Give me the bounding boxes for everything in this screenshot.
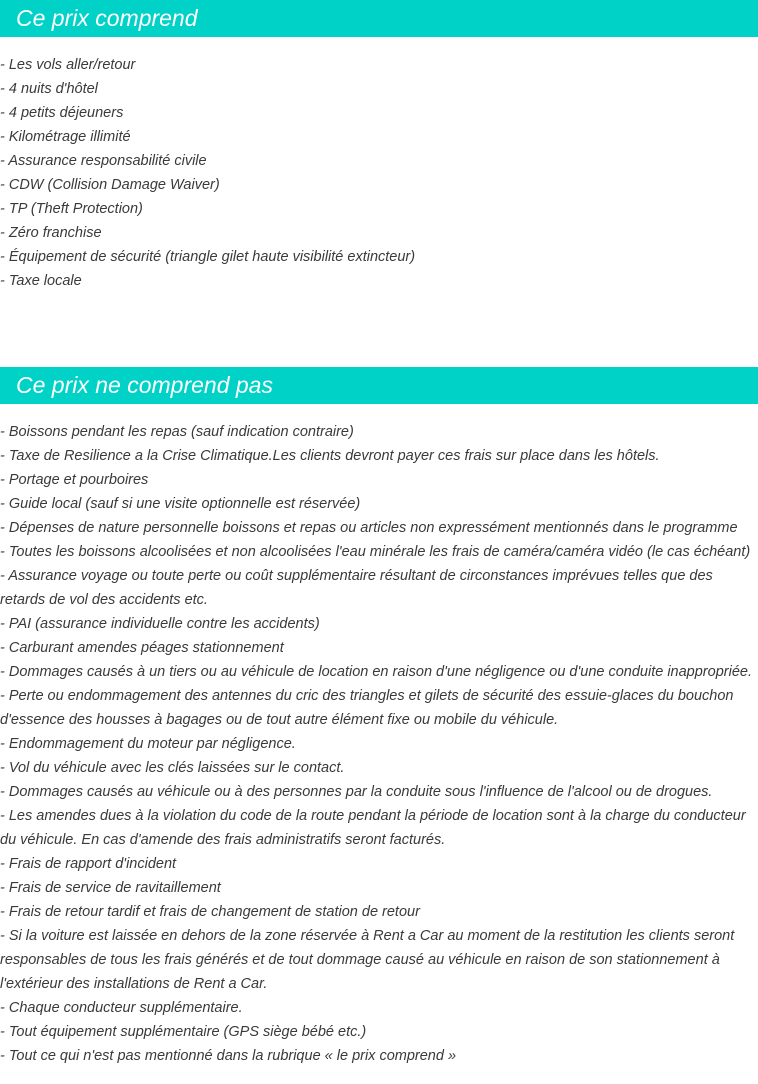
excluded-item: - Dommages causés à un tiers ou au véhicule de location en raison d'une négligence ou d'une conduite inappropriée.	[0, 664, 752, 680]
excluded-item: - Toutes les boissons alcoolisées et non alcoolisées l'eau minérale les frais de caméra/caméra vidéo (le cas échéant)	[0, 544, 751, 560]
included-item: - Kilométrage illimité	[0, 129, 131, 145]
excluded-item: - Perte ou endommagement des antennes du cric des triangles et gilets de sécurité des essuie-glaces du bouchon d'essence des housses à bagages ou de tout autre élément fixe ou mobile du véhicule.	[0, 688, 734, 728]
included-item: - 4 petits déjeuners	[0, 105, 124, 121]
excluded-item: - Les amendes dues à la violation du code de la route pendant la période de location sont à la charge du conducteur du véhicule. En cas d'amende des frais administratifs seront facturés.	[0, 808, 746, 848]
excluded-item: - Tout ce qui n'est pas mentionné dans la rubrique « le prix comprend »	[0, 1048, 457, 1064]
excluded-item: - Dépenses de nature personnelle boissons et repas ou articles non expressément mentionnés dans le programme	[0, 520, 738, 536]
excluded-item: - Tout équipement supplémentaire (GPS siège bébé etc.)	[0, 1024, 367, 1040]
excluded-item: - Portage et pourboires	[0, 472, 149, 488]
excluded-item: - Chaque conducteur supplémentaire.	[0, 1000, 243, 1016]
included-section	[0, 0, 758, 293]
included-item: - Assurance responsabilité civile	[0, 153, 207, 169]
excluded-item: - Si la voiture est laissée en dehors de la zone réservée à Rent a Car au moment de la restitution les clients seront responsables de tous les frais générés et de tout dommage causé au véhicule en raison de son stationnement à l'extérieur des installations de Rent a Car.	[0, 928, 735, 992]
included-item: - TP (Theft Protection)	[0, 201, 143, 217]
included-item: - Taxe locale	[0, 273, 82, 289]
excluded-item: - Vol du véhicule avec les clés laissées sur le contact.	[0, 760, 345, 776]
excluded-item: - Guide local (sauf si une visite optionnelle est réservée)	[0, 496, 361, 512]
included-item: - Zéro franchise	[0, 225, 102, 241]
excluded-item: - PAI (assurance individuelle contre les accidents)	[0, 616, 320, 632]
excluded-item: - Boissons pendant les repas (sauf indication contraire)	[0, 424, 354, 440]
excluded-item: - Frais de retour tardif et frais de changement de station de retour	[0, 904, 420, 920]
included-section-title: Ce prix comprend	[0, 0, 758, 37]
included-list	[0, 53, 758, 293]
excluded-item: - Frais de service de ravitaillement	[0, 880, 221, 896]
included-item: - Les vols aller/retour	[0, 57, 136, 73]
excluded-section	[0, 367, 758, 1068]
excluded-section-title: Ce prix ne comprend pas	[0, 367, 758, 404]
excluded-item: - Carburant amendes péages stationnement	[0, 640, 284, 656]
excluded-item: - Endommagement du moteur par négligence.	[0, 736, 296, 752]
excluded-item: - Assurance voyage ou toute perte ou coût supplémentaire résultant de circonstances imprévues telles que des retards de vol des accidents etc.	[0, 568, 713, 608]
excluded-item: - Frais de rapport d'incident	[0, 856, 177, 872]
included-item: - CDW (Collision Damage Waiver)	[0, 177, 220, 193]
excluded-item: - Taxe de Resilience a la Crise Climatique.Les clients devront payer ces frais sur place dans les hôtels.	[0, 448, 660, 464]
excluded-list	[0, 420, 758, 1068]
excluded-item: - Dommages causés au véhicule ou à des personnes par la conduite sous l'influence de l'alcool ou de drogues.	[0, 784, 713, 800]
included-item: - Équipement de sécurité (triangle gilet haute visibilité extincteur)	[0, 249, 416, 265]
included-item: - 4 nuits d'hôtel	[0, 81, 98, 97]
